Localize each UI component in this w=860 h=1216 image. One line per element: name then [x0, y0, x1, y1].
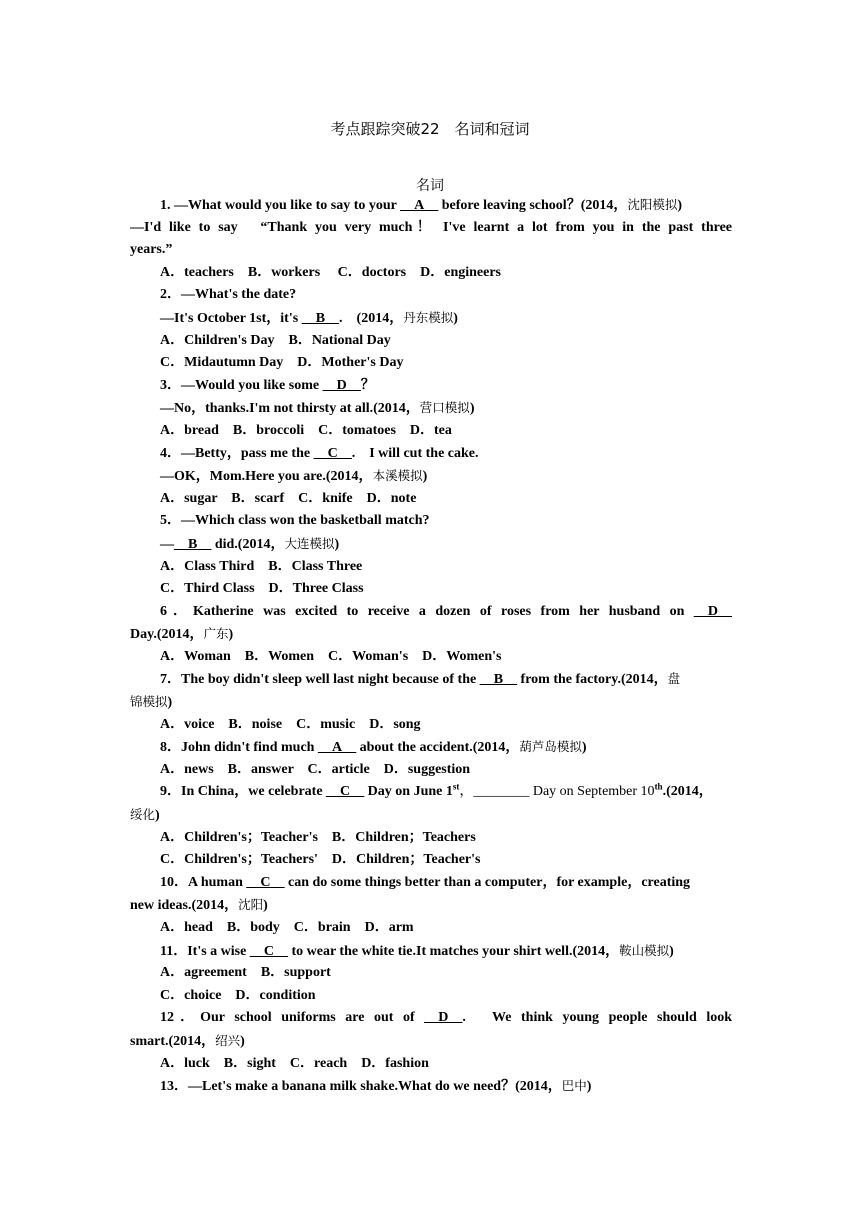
- source-label: 绥化: [130, 807, 156, 823]
- question-text: 10．A human: [160, 874, 247, 890]
- question-text: ): [422, 469, 428, 485]
- question-text: before leaving school？(2014，: [438, 198, 628, 213]
- question-text: —: [160, 536, 174, 552]
- answer-blank: __C__: [313, 445, 352, 461]
- question-text: —No，thanks.I'm not thirsty at all.(2014，: [160, 401, 420, 417]
- question-text: 6．Katherine was excited to receive a dozen of roses from her husband on: [160, 603, 694, 619]
- question-11-options: C．choice D．condition: [160, 987, 316, 1003]
- source-label: 绍兴: [215, 1032, 241, 1048]
- question-text: ): [581, 740, 587, 756]
- question-text: —It's October 1st，it's: [160, 310, 302, 326]
- question-2-options: A．Children's Day B．National Day: [160, 332, 391, 348]
- question-text: 1. —What would you like to say to your: [160, 198, 401, 213]
- question-text: to wear the white tie.It matches your shirt well.(2014，: [287, 943, 620, 959]
- question-5-line: 5．—Which class won the basketball match?: [160, 513, 430, 529]
- question-3-options: A．bread B．broccoli C．tomatoes D．tea: [160, 422, 452, 438]
- question-text: did.(2014，: [211, 536, 285, 552]
- answer-blank: __D__: [322, 377, 361, 393]
- question-10-options: A．head B．body C．brain D．arm: [160, 920, 414, 935]
- question-6-line: [130, 623, 732, 646]
- question-1-line: [130, 194, 732, 217]
- answer-blank: __D__: [424, 1010, 463, 1026]
- question-text: . We think young people should look: [462, 1010, 732, 1026]
- question-4-line: [130, 443, 732, 466]
- question-text: ): [334, 536, 340, 552]
- source-label: 盘: [667, 671, 681, 687]
- question-text: 11．It's a wise: [160, 943, 250, 959]
- question-9-line: [130, 781, 732, 804]
- question-11-options: A．agreement B．support: [160, 965, 331, 981]
- question-5-options: C．Third Class D．Three Class: [160, 581, 364, 597]
- question-text: can do some things better than a computer，for example，creating: [284, 874, 691, 890]
- question-10-line: [130, 872, 732, 895]
- question-5-line: [130, 533, 732, 556]
- question-2-line: 2．—What's the date?: [160, 287, 297, 303]
- source-label: 营口模拟: [419, 400, 470, 416]
- question-7-options: A．voice B．noise C．music D．song: [160, 716, 421, 732]
- question-6-line: [130, 601, 732, 624]
- question-12-line: [130, 1030, 732, 1053]
- source-label: 广东: [203, 626, 229, 642]
- question-text: —OK，Mom.Here you are.(2014，: [160, 469, 373, 485]
- question-list: [130, 194, 732, 1098]
- question-text: 3．—Would you like some: [160, 377, 323, 393]
- answer-blank: __C__: [246, 874, 285, 890]
- question-4-options: A．sugar B．scarf C．knife D．note: [160, 490, 417, 506]
- question-text: ): [677, 198, 683, 213]
- question-text: ，________ Day on September 10: [459, 784, 655, 800]
- question-text: ): [586, 1079, 592, 1095]
- question-text: 4．—Betty，pass me the: [160, 445, 314, 461]
- question-9-options: A．Children's；Teacher's B．Children；Teachers: [160, 829, 476, 845]
- answer-blank: __B__: [479, 672, 518, 688]
- source-label: 葫芦岛模拟: [519, 739, 582, 755]
- question-text: ): [167, 695, 173, 711]
- source-label: 锦模拟: [130, 694, 168, 710]
- question-8-line: [130, 736, 732, 759]
- question-text: ): [263, 898, 268, 914]
- section-heading: 名词: [416, 178, 444, 194]
- question-text: 7．The boy didn't sleep well last night because of the: [160, 672, 480, 688]
- question-text: ): [669, 943, 674, 959]
- superscript: st: [452, 781, 460, 792]
- source-label: 鞍山模拟: [619, 942, 670, 958]
- answer-blank: __D__: [693, 603, 732, 619]
- question-text: . I will cut the cake.: [351, 445, 479, 461]
- page-title: 考点跟踪突破22 名词和冠词: [330, 120, 530, 138]
- question-text: Day.(2014，: [130, 627, 204, 643]
- source-label: 巴中: [561, 1078, 587, 1094]
- question-2-line: [130, 307, 732, 330]
- question-text: Day on June 1: [364, 784, 453, 800]
- question-3-line: [130, 397, 732, 420]
- question-12-options: A．luck B．sight C．reach D．fashion: [160, 1055, 429, 1071]
- question-11-line: [130, 940, 732, 963]
- question-9-options: C．Children's；Teachers' D．Children；Teacher's: [160, 852, 481, 868]
- question-text: ): [240, 1033, 245, 1049]
- question-text: . (2014，: [339, 310, 404, 326]
- question-text: new ideas.(2014，: [130, 898, 239, 914]
- question-text: ): [469, 401, 475, 417]
- question-text: 8．John didn't find much: [160, 740, 318, 756]
- question-1-options: A．teachers B．workers C．doctors D．engineers: [160, 264, 501, 280]
- question-4-line: [130, 465, 732, 488]
- question-text: about the accident.(2014，: [356, 740, 520, 756]
- question-8-options: A．news B．answer C．article D．suggestion: [160, 761, 471, 777]
- question-10-line: [130, 894, 732, 917]
- answer-blank: __C__: [249, 943, 288, 959]
- source-label: 大连模拟: [284, 535, 335, 551]
- question-text: ): [228, 627, 234, 643]
- source-label: 本溪模拟: [372, 468, 423, 484]
- source-label: 丹东模拟: [403, 309, 454, 325]
- question-12-line: [130, 1007, 732, 1030]
- question-text: smart.(2014，: [130, 1033, 216, 1049]
- question-text: from the factory.(2014，: [517, 672, 668, 688]
- source-label: 沈阳: [238, 897, 264, 913]
- source-label: 沈阳模拟: [627, 197, 678, 212]
- answer-blank: __C__: [326, 784, 365, 800]
- question-5-options: A．Class Third B．Class Three: [160, 558, 363, 574]
- question-13-line: [130, 1075, 732, 1098]
- question-7-line: [130, 668, 732, 691]
- question-6-options: A．Woman B．Women C．Woman's D．Women's: [160, 648, 502, 664]
- answer-blank: __A__: [400, 198, 439, 213]
- question-text: ): [155, 808, 160, 824]
- question-7-line: [130, 691, 732, 714]
- question-text: ？: [360, 377, 375, 393]
- question-text: ): [453, 310, 458, 326]
- answer-blank: __B__: [301, 310, 340, 326]
- question-text: 12．Our school uniforms are out of: [160, 1010, 425, 1026]
- answer-blank: __A__: [317, 740, 357, 756]
- question-1-line: years.”: [130, 242, 173, 258]
- question-1-line: —I'd like to say “Thank you very much！ I've learnt a lot from you in the past three: [130, 219, 732, 235]
- question-text: 9．In China，we celebrate: [160, 784, 327, 800]
- answer-blank: __B__: [174, 536, 212, 552]
- question-3-line: [130, 375, 732, 398]
- superscript: th: [654, 781, 663, 792]
- question-text: 13．—Let's make a banana milk shake.What do we need？(2014，: [160, 1079, 562, 1095]
- question-9-line: [130, 804, 732, 827]
- question-2-options: C．Midautumn Day D．Mother's Day: [160, 355, 404, 371]
- question-text: .(2014，: [662, 784, 713, 800]
